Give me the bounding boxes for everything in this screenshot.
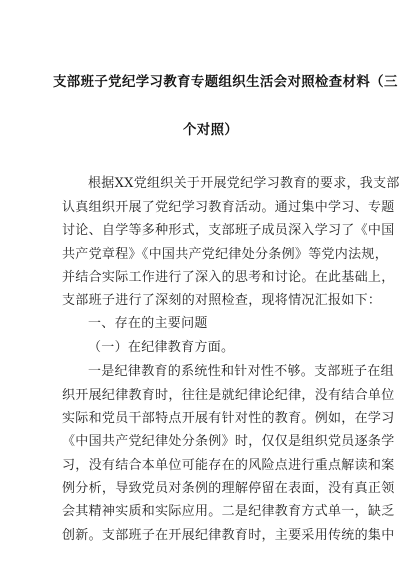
body-paragraph-line: 创新。支部班子在开展纪律教育时，主要采用传统的集中 xyxy=(62,528,395,543)
document-title-line-1: 支部班子党纪学习教育专题组织生活会对照检查材料（三 xyxy=(53,75,398,90)
body-paragraph-line: 支部班子进行了深刻的对照检查，现将情况汇报如下： xyxy=(62,293,382,308)
body-paragraph-line: 会其精神实质和实际应用。二是纪律教育方式单一，缺乏 xyxy=(62,504,395,519)
body-paragraph-line: 织开展纪律教育时，往往是就纪律论纪律，没有结合单位 xyxy=(62,388,395,403)
body-paragraph-line: 认真组织开展了党纪学习教育活动。通过集中学习、专题 xyxy=(62,200,395,215)
body-paragraph-line: 讨论、自学等多种形式，支部班子成员深入学习了《中国 xyxy=(62,223,395,238)
body-paragraph-line: 例分析，导致党员对条例的理解停留在表面，没有真正领 xyxy=(62,481,395,496)
body-paragraph-line: 并结合实际工作进行了深入的思考和讨论。在此基础上， xyxy=(62,270,395,285)
body-paragraph-line: 实际和党员干部特点开展有针对性的教育。例如，在学习 xyxy=(62,411,395,426)
document-title-line-2: 个对照） xyxy=(183,123,239,138)
body-paragraph-line: 共产党章程》《中国共产党纪律处分条例》等党内法规， xyxy=(62,247,389,262)
body-paragraph-line: 一是纪律教育的系统性和针对性不够。支部班子在组 xyxy=(88,364,394,379)
body-paragraph-line: 根据XX党组织关于开展党纪学习教育的要求，我支部 xyxy=(88,176,400,191)
section-heading: 一、存在的主要问题 xyxy=(88,316,208,331)
body-paragraph-line: 习，没有结合本单位可能存在的风险点进行重点解读和案 xyxy=(62,458,395,473)
subsection-heading: （一）在纪律教育方面。 xyxy=(88,340,235,355)
body-paragraph-line: 《中国共产党纪律处分条例》时，仅仅是组织党员逐条学 xyxy=(62,434,395,449)
